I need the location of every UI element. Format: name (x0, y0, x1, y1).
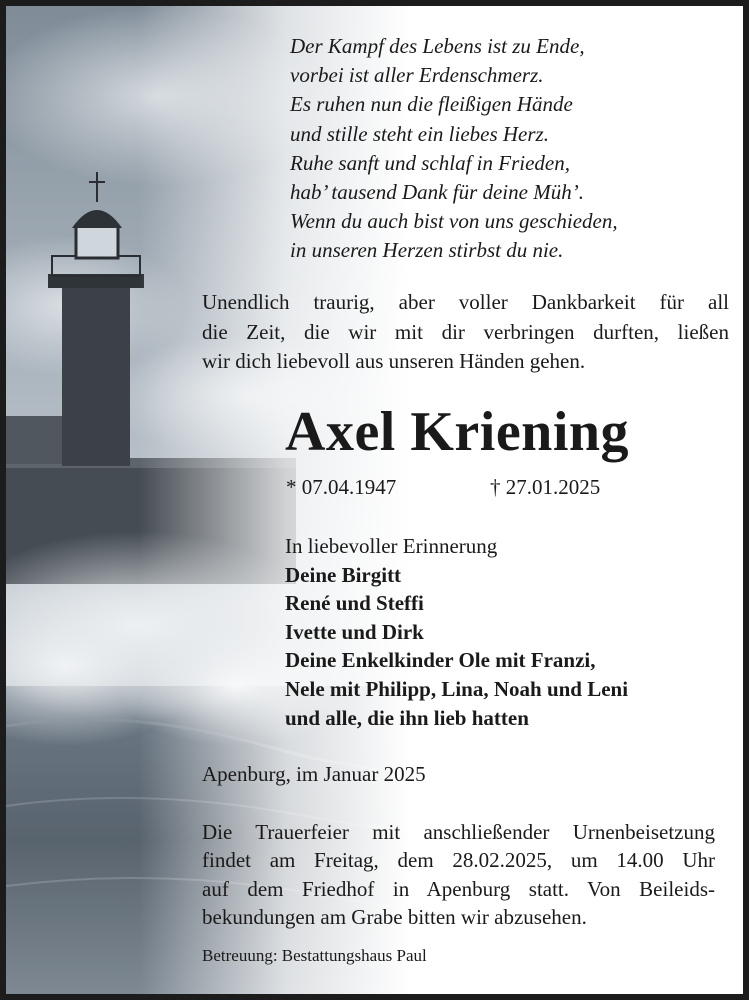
poem-line: und stille steht ein liebes Herz. (290, 121, 549, 146)
birth-date: * 07.04.1947 (286, 475, 397, 499)
funeral-line: auf dem Friedhof in Apenburg statt. Von Beileids- (202, 876, 715, 901)
poem-line: Es ruhen nun die fleißigen Hände (290, 92, 573, 117)
poem-line: in unseren Herzen stirbst du nie. (290, 238, 564, 263)
intro-line: wir dich liebevoll aus unseren Händen gehen. (202, 349, 586, 373)
poem-line: hab’ tausend Dank für deine Müh’. (290, 180, 584, 205)
place-date: Apenburg, im Januar 2025 (202, 762, 426, 786)
intro-line: die Zeit, die wir mit dir verbringen durften, ließen (202, 319, 729, 344)
poem-line: vorbei ist aller Erdenschmerz. (290, 63, 544, 88)
death-date: † 27.01.2025 (490, 475, 601, 499)
mourner-line: Deine Birgitt (285, 562, 402, 587)
mourner-line: Nele mit Philipp, Lina, Noah und Leni (285, 676, 629, 701)
mourner-line: Ivette und Dirk (285, 619, 424, 644)
funeral-info (202, 818, 715, 931)
undertaker-credit: Betreuung: Bestattungshaus Paul (202, 946, 427, 965)
funeral-line: Die Trauerfeier mit anschließender Urnenbeisetzung (202, 820, 715, 844)
funeral-line: bekundungen am Grabe bitten wir abzusehen. (202, 904, 587, 929)
mourners-block (285, 532, 628, 732)
poem-line: Ruhe sanft und schlaf in Frieden, (290, 150, 570, 175)
poem-line: Wenn du auch bist von uns geschieden, (290, 209, 618, 234)
funeral-line: findet am Freitag, dem 28.02.2025, um 14.00 Uhr (202, 848, 715, 873)
mourners-heading: In liebevoller Erinnerung (285, 534, 498, 558)
mourner-line: René und Steffi (285, 591, 424, 616)
intro-line: Unendlich traurig, aber voller Dankbarkeit für all (202, 290, 729, 314)
poem (290, 32, 730, 266)
deceased-name: Axel Kriening (285, 401, 630, 463)
poem-line: Der Kampf des Lebens ist zu Ende, (290, 34, 585, 58)
mourner-line: Deine Enkelkinder Ole mit Franzi, (285, 648, 596, 673)
intro-paragraph (202, 288, 729, 377)
mourner-line: und alle, die ihn lieb hatten (285, 705, 529, 730)
